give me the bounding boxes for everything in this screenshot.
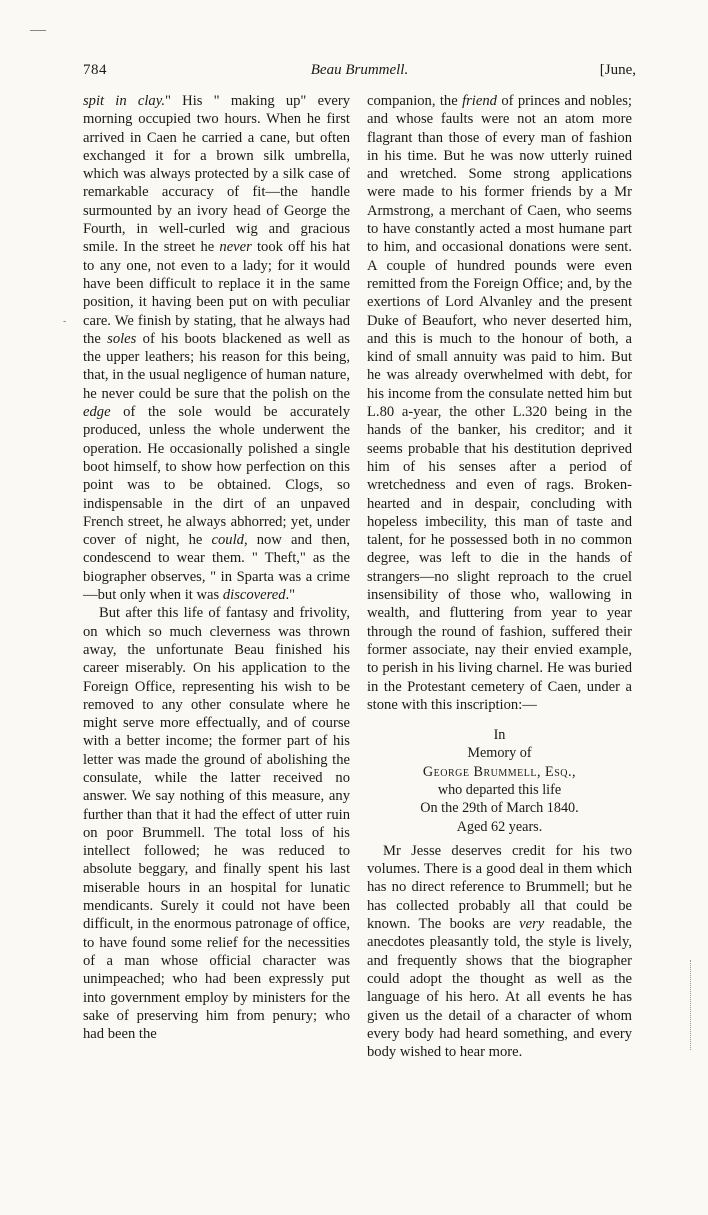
text-run: of princes and nobles; and whose faults were not an atom more flagrant than those of every man of fashion in his time. But he was now utterly ruined and wretched. Some strong applications were made to his former friends by a Mr Armstrong, a merchant of Caen, who seems to have constantly acted a most humane part to him, and occasional donations were sent. A couple of hundred pounds were even remitted from the Foreign Office; and, by the exertions of Lord Alvanley and the present Duke of Beaufort, who never deserted him, and this is much to the honour of both, a kind of small annuity was paid to him. But he was already overwhelmed with debt, for his income from the consulate netted him but L.80 a-year, the other L.320 being in the hands of the banker, his creditor; and it seems probable that his destitution deprived him of his senses after a period of wretchedness and even of rags. Broken-hearted and in despair, concluding with hopeless imbecility, this man of taste and talent, for he possessed both in no common degree, was left to die in the hands of strangers—no slight reproach to the cruel insensibility of those who, wallowing in wealth, and fluttering from year to year through the round of fashion, suffered their former associate, nay their envied example, to perish in his living charnel. He was buried in the Protestant cemetery of Caen, under a stone with this inscription:— — [367, 93, 632, 713]
left-paragraph-2: But after this life of fantasy and frivolity, on which so much cleverness was thrown away, the unfortunate Beau finished his career miserably. On his application to the Foreign Office, representing his wish to be removed to any other consulate where he might serve more effectually, and of course with a better income; the former part of his letter was made the ground of abolishing the consulate, while the latter received no answer. We say nothing of this measure, any further than that it had the effect of utter ruin on poor Brummell. The total loss of his intellect followed; he was reduced to absolute beggary, and finally spent his last miserable hours in an hospital for lunatic mendicants. Surely it could not have been difficult, in the enormous patronage of office, to have found some relief for the necessities of a man whose official character was unimpeached; who had been expressly put into government employ by ministers for the sake of preserving him from penury; who had been the — [83, 605, 350, 1043]
text-run: , now and then, condescend to wear them. " Theft," as the biographer observes, " in Sparta was a crime—but only when it was — [83, 532, 350, 604]
italic-text: could — [211, 532, 244, 549]
corner-rule — [30, 30, 46, 31]
text-run: ." — [285, 587, 296, 604]
running-title: Beau Brummell. — [310, 62, 409, 78]
inscription-age: Aged 62 years. — [456, 818, 543, 835]
text-run: " His " making up" every morning occupied two hours. When he first arrived in Caen he carried a cane, but often exchanged it for a brown silk umbrella, which was always protected by a silk case of remarkable accuracy of fit—the handle surmounted by an ivory head of George the Fourth, in well-curled wig and gracious smile. In the street he — [83, 93, 350, 256]
left-paragraph-1 — [83, 92, 350, 604]
right-paragraph-1 — [367, 92, 632, 714]
italic-text: soles — [107, 330, 137, 347]
text-run: companion, the — [367, 93, 463, 109]
inscription-line: who departed this life — [437, 781, 562, 798]
edge-dots — [690, 960, 693, 1050]
right-column — [367, 92, 632, 1061]
running-month: [June, — [599, 62, 636, 78]
italic-text: discovered — [222, 587, 286, 604]
margin-mark: - — [63, 316, 67, 327]
text-run: of the sole would be accurately produced, unless the whole underwent the operation. He occasionally polished a single boot himself, to show how perfection on this point was to be obtained. Clogs, so indispensable in the dirt of an unpaved French street, he always abhorred; yet, under cover of night, he — [83, 404, 350, 549]
inscription-line: Memory of — [467, 745, 532, 762]
inscription-name: George Brummell, Esq., — [422, 763, 577, 780]
italic-text: very — [519, 916, 545, 933]
left-column — [83, 92, 350, 1043]
italic-text: edge — [83, 404, 111, 421]
text-run: readable, the anecdotes pleasantly told, the style is lively, and frequently shows that the biographer could adopt the thought as well as the language of his hero. At all events he has given us the detail of a character of whom every body had heard something, and every body wished to hear more. — [367, 916, 632, 1061]
italic-text: friend — [462, 93, 497, 109]
italic-text: never — [219, 239, 252, 256]
inscription-date: On the 29th of March 1840. — [420, 800, 579, 817]
text-run: took off his hat to any one, not even to a lady; for it would have been difficult to replace it in the same position, it having been put on with peculiar care. We finish by stating, that he always had the — [83, 239, 351, 347]
text-run: Mr Jesse deserves credit for his two volumes. There is a good deal in them which has no direct reference to Brummell; but he has collected probably all that could be known. The books are — [367, 842, 632, 933]
italic-text: spit in clay. — [83, 93, 166, 109]
inscription-line: In — [493, 727, 506, 744]
page-number: 784 — [83, 62, 107, 78]
right-paragraph-2 — [367, 842, 632, 1062]
running-header — [83, 62, 636, 84]
epitaph-inscription — [367, 726, 632, 836]
text-run: of his boots blackened as well as the upper leathers; his reason for this being, that, in the usual negligence of human nature, he never could be sure that the polish on the — [83, 330, 350, 402]
